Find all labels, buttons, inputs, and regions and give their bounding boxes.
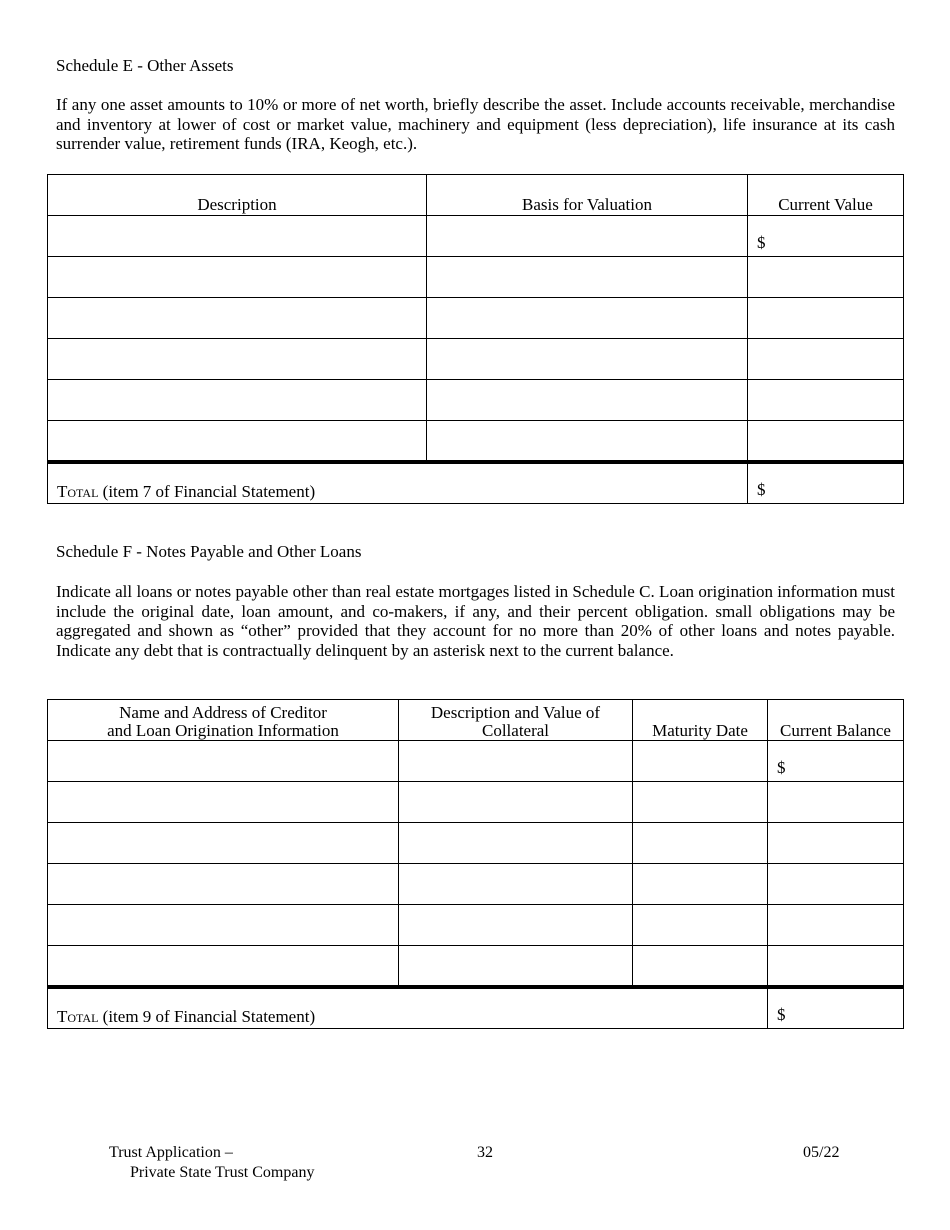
basis-cell[interactable]	[427, 298, 748, 339]
footer-date: 05/22	[803, 1144, 840, 1161]
table-row	[48, 216, 904, 257]
schedule-e-table	[47, 174, 904, 504]
balance-cell[interactable]	[768, 823, 904, 864]
balance-cell[interactable]	[768, 864, 904, 905]
col-description: Description	[48, 175, 427, 216]
maturity-cell[interactable]	[633, 905, 768, 946]
table-row	[48, 946, 904, 987]
maturity-cell[interactable]	[633, 782, 768, 823]
footer-left	[109, 1143, 314, 1183]
description-cell[interactable]	[48, 421, 427, 462]
basis-cell[interactable]	[427, 339, 748, 380]
col-current-balance: Current Balance	[768, 700, 904, 741]
schedule-f-table	[47, 699, 904, 1029]
collateral-cell[interactable]	[399, 864, 633, 905]
current-value-cell[interactable]	[748, 380, 904, 421]
total-label: Total (item 7 of Financial Statement)	[48, 462, 748, 504]
collateral-cell[interactable]	[399, 946, 633, 987]
current-value-cell[interactable]	[748, 298, 904, 339]
total-value-cell[interactable]	[748, 462, 904, 504]
page-number: 32	[477, 1144, 493, 1161]
maturity-cell[interactable]	[633, 823, 768, 864]
description-cell[interactable]	[48, 339, 427, 380]
collateral-cell[interactable]	[399, 905, 633, 946]
total-value-cell[interactable]	[768, 987, 904, 1029]
balance-cell[interactable]	[768, 905, 904, 946]
table-row	[48, 421, 904, 462]
total-label: Total (item 9 of Financial Statement)	[48, 987, 768, 1029]
balance-cell[interactable]	[768, 946, 904, 987]
col-current-value: Current Value	[748, 175, 904, 216]
balance-cell[interactable]	[768, 782, 904, 823]
dollar-sign: $	[757, 233, 766, 252]
schedule-f-header-row	[48, 700, 904, 741]
col-maturity-date: Maturity Date	[633, 700, 768, 741]
dollar-sign: $	[757, 480, 766, 499]
table-row	[48, 380, 904, 421]
collateral-cell[interactable]	[399, 782, 633, 823]
schedule-e-header-row	[48, 175, 904, 216]
description-cell[interactable]	[48, 380, 427, 421]
current-value-cell[interactable]	[748, 216, 904, 257]
description-cell[interactable]	[48, 298, 427, 339]
col-collateral: Description and Value of Collateral	[399, 700, 633, 741]
table-row	[48, 257, 904, 298]
total-row	[48, 462, 904, 504]
table-row	[48, 864, 904, 905]
dollar-sign: $	[777, 1005, 786, 1024]
balance-cell[interactable]	[768, 741, 904, 782]
table-row	[48, 741, 904, 782]
basis-cell[interactable]	[427, 421, 748, 462]
current-value-cell[interactable]	[748, 339, 904, 380]
collateral-cell[interactable]	[399, 823, 633, 864]
table-row	[48, 339, 904, 380]
creditor-cell[interactable]	[48, 864, 399, 905]
collateral-cell[interactable]	[399, 741, 633, 782]
schedule-f-title: Schedule F - Notes Payable and Other Loans	[56, 542, 362, 561]
description-cell[interactable]	[48, 257, 427, 298]
col-basis-for-valuation: Basis for Valuation	[427, 175, 748, 216]
basis-cell[interactable]	[427, 257, 748, 298]
creditor-cell[interactable]	[48, 946, 399, 987]
schedule-e-instructions: If any one asset amounts to 10% or more of net worth, briefly describe the asset. Include accounts receivable, merchandise and inventory at lower of cost or market value, machinery and equipment (less depreciation), life insurance at its cash surrender value, retirement funds (IRA, Keogh, etc.).	[56, 95, 895, 153]
dollar-sign: $	[777, 758, 786, 777]
footer-org-name: Private State Trust Company	[130, 1164, 315, 1181]
table-row	[48, 823, 904, 864]
footer-doc-title: Trust Application –	[109, 1144, 233, 1161]
creditor-cell[interactable]	[48, 782, 399, 823]
table-row	[48, 782, 904, 823]
basis-cell[interactable]	[427, 380, 748, 421]
table-row	[48, 298, 904, 339]
current-value-cell[interactable]	[748, 257, 904, 298]
col-creditor: Name and Address of Creditor and Loan Origination Information	[48, 700, 399, 741]
schedule-e-title: Schedule E - Other Assets	[56, 56, 234, 75]
table-row	[48, 905, 904, 946]
schedule-f-instructions: Indicate all loans or notes payable other than real estate mortgages listed in Schedule C. Loan origination information must include the original date, loan amount, and co-makers, if any, and their percent obligation. small obligations may be aggregated and shown as “other” provided that they account for no more than 20% of other loans and notes payable. Indicate any debt that is contractually delinquent by an asterisk next to the current balance.	[56, 582, 895, 660]
basis-cell[interactable]	[427, 216, 748, 257]
maturity-cell[interactable]	[633, 946, 768, 987]
creditor-cell[interactable]	[48, 823, 399, 864]
creditor-cell[interactable]	[48, 741, 399, 782]
description-cell[interactable]	[48, 216, 427, 257]
creditor-cell[interactable]	[48, 905, 399, 946]
current-value-cell[interactable]	[748, 421, 904, 462]
maturity-cell[interactable]	[633, 741, 768, 782]
maturity-cell[interactable]	[633, 864, 768, 905]
total-row	[48, 987, 904, 1029]
